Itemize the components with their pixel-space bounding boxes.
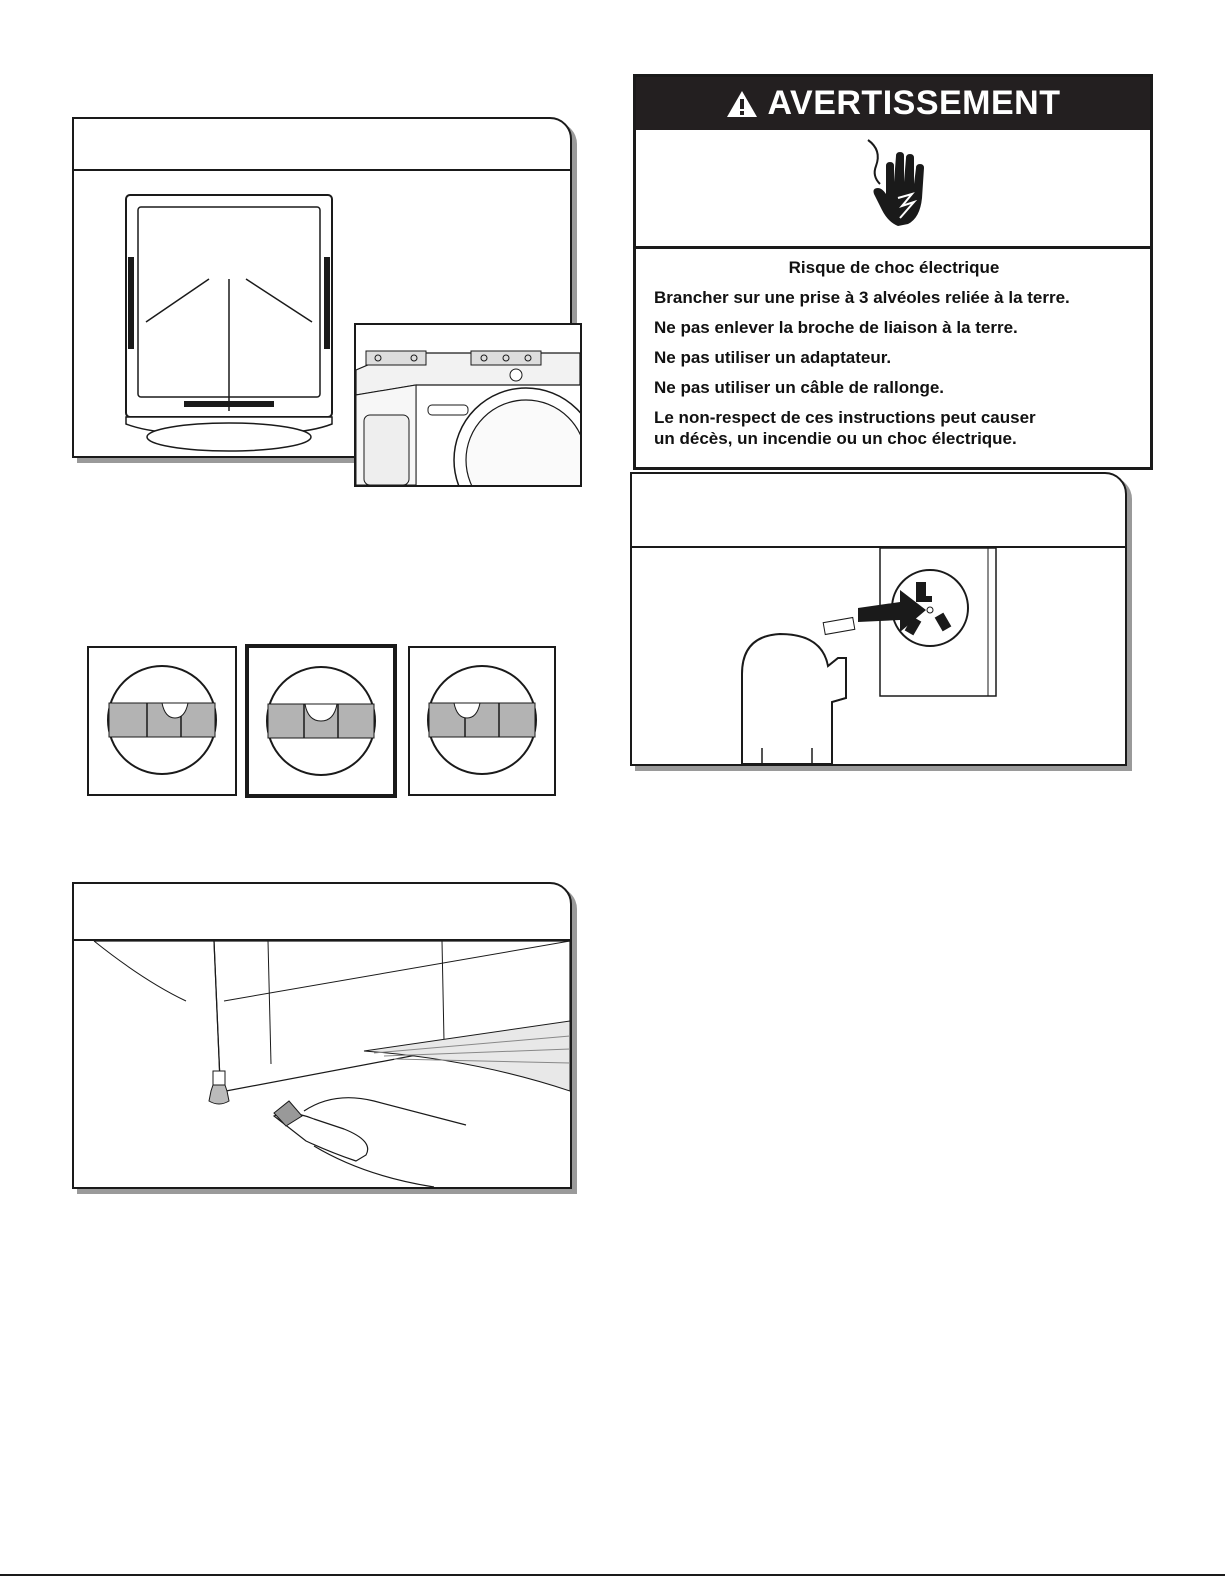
bubble-level-level (245, 644, 397, 798)
warning-line: Brancher sur une prise à 3 alvéoles reliée à la terre. (654, 288, 1070, 307)
warning-subtitle: Risque de choc électrique (788, 258, 1000, 277)
feet-and-wrench-illustration (74, 941, 570, 1187)
bubble-level-not-level-left (87, 646, 237, 796)
warning-consequence-line-2: un décès, un incendie ou un choc électrique. (654, 429, 1017, 448)
figure-plug-outlet (630, 472, 1127, 766)
warning-consequence (654, 407, 1134, 449)
warning-line: Ne pas utiliser un adaptateur. (654, 348, 892, 367)
warning-line: Ne pas enlever la broche de liaison à la terre. (654, 318, 1018, 337)
figure-adjust-feet (72, 882, 572, 1189)
figure-header (632, 474, 1125, 548)
warning-line: Ne pas utiliser un câble de rallonge. (654, 378, 945, 397)
figure-level-front-inset (354, 323, 582, 487)
warning-box (633, 74, 1153, 470)
warning-consequence-line-1: Le non-respect de ces instructions peut causer (654, 408, 1036, 427)
warning-triangle-icon (725, 89, 759, 119)
plug-into-outlet-illustration (632, 548, 1125, 764)
figure-header (74, 884, 570, 941)
warning-text (654, 257, 1134, 449)
warning-icon-row (636, 130, 1150, 249)
page-bottom-rule (0, 1574, 1225, 1576)
warning-title: AVERTISSEMENT (767, 84, 1061, 122)
warning-title-bar (636, 77, 1150, 130)
bubble-level-not-level-right (408, 646, 556, 796)
dryer-front-with-level-illustration (356, 325, 580, 485)
electric-shock-hand-icon (858, 136, 938, 236)
